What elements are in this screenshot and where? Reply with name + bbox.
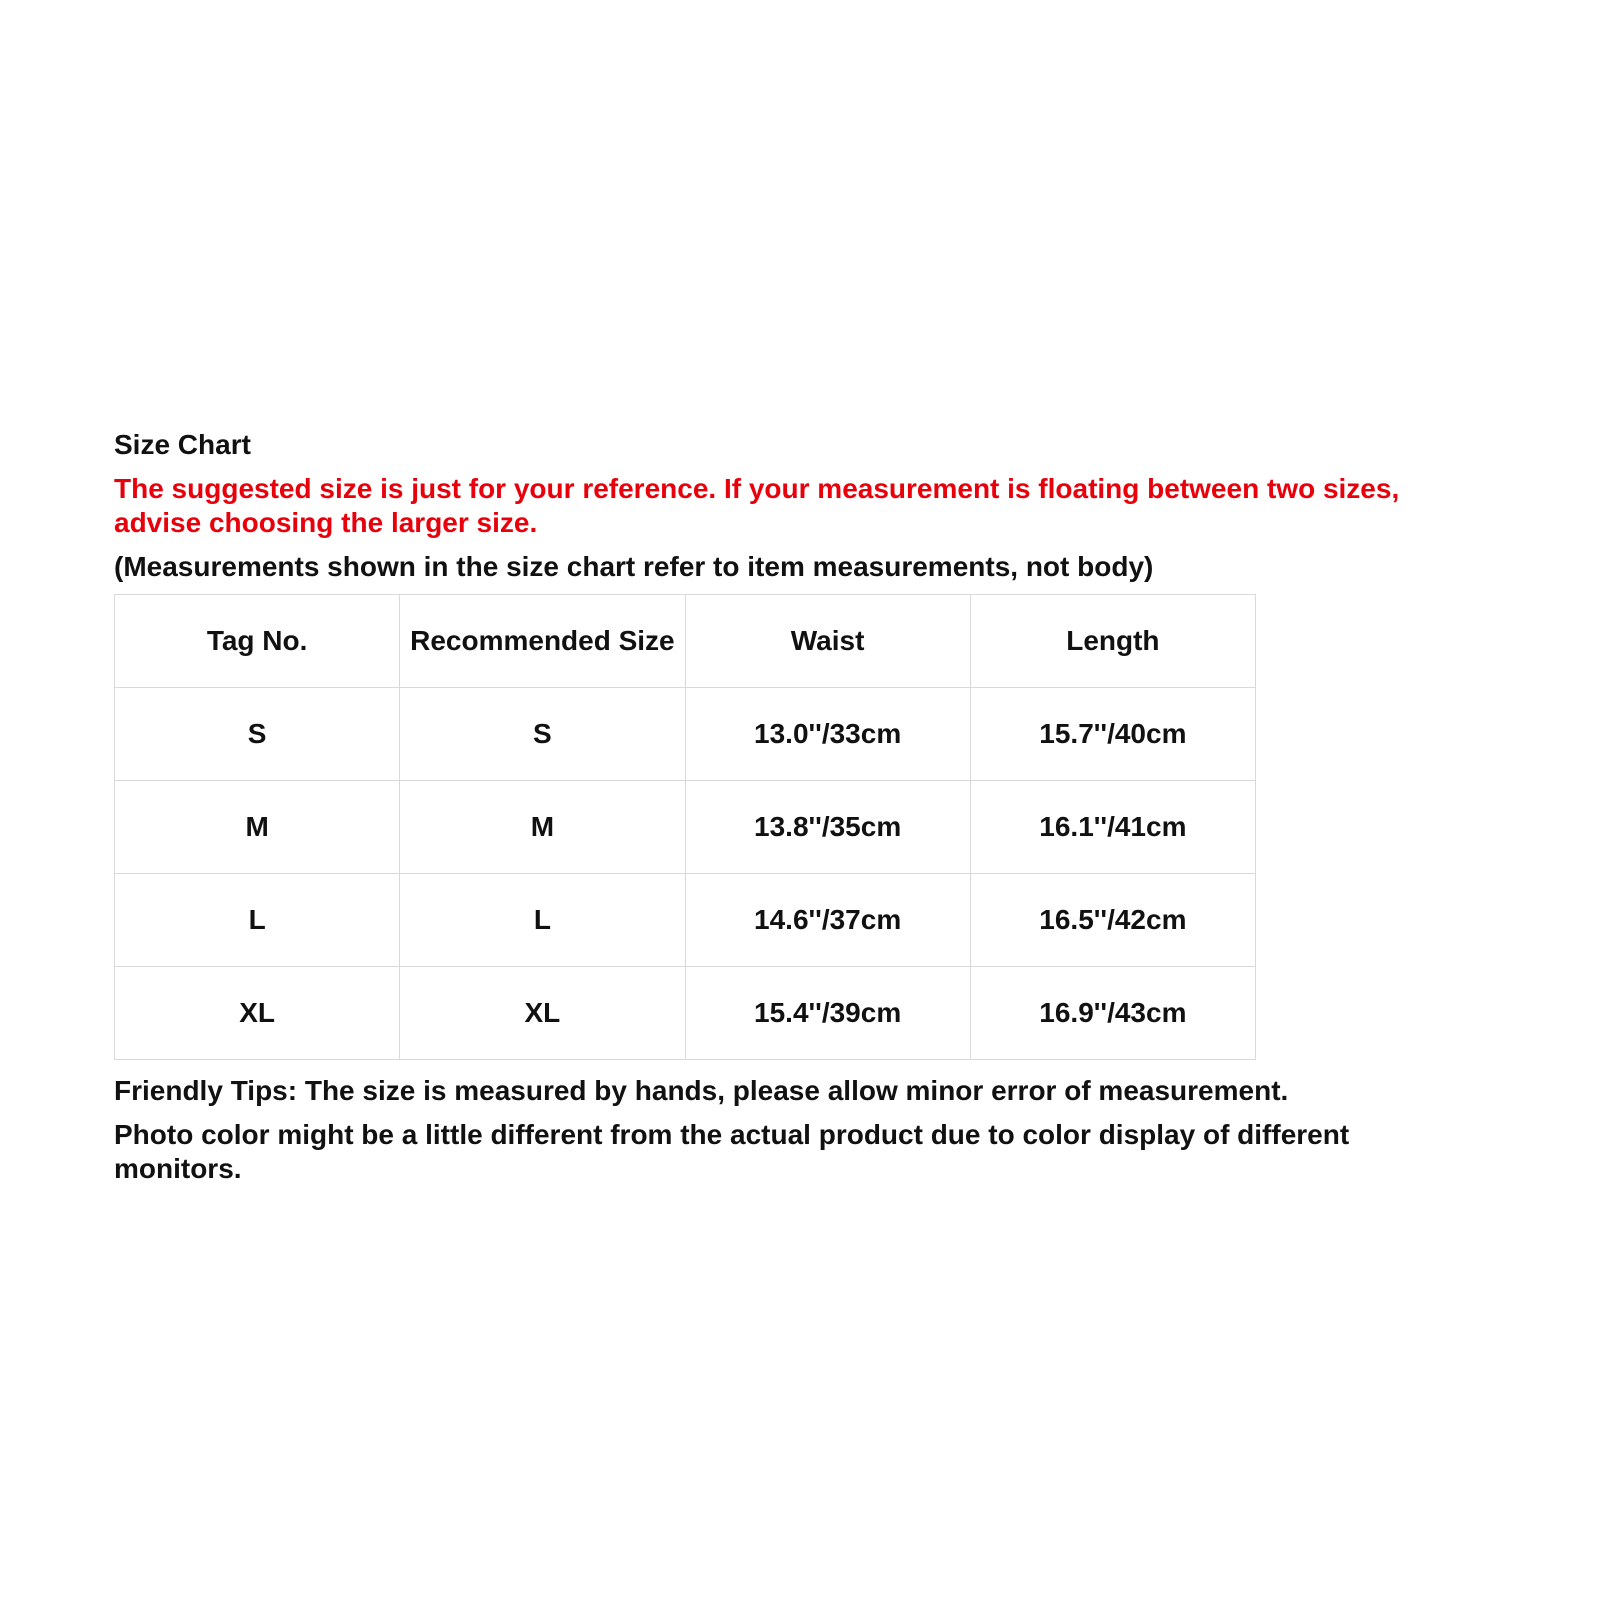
recommended-size-cell: XL	[400, 967, 685, 1060]
waist-cell: 15.4''/39cm	[685, 967, 970, 1060]
tag-cell: XL	[115, 967, 400, 1060]
photo-color-note: Photo color might be a little different from the actual product due to color display of different monitors.	[114, 1119, 1350, 1184]
table-row	[115, 967, 1256, 1060]
column-header-length: Length	[970, 595, 1255, 688]
table-row	[115, 874, 1256, 967]
size-notice: The suggested size is just for your reference. If your measurement is floating between two sizes, advise choosing the larger size.	[114, 473, 1400, 538]
photo-note-clip	[114, 1118, 1484, 1184]
measurement-note: (Measurements shown in the size chart refer to item measurements, not body)	[114, 551, 1154, 582]
tag-cell: S	[115, 688, 400, 781]
length-cell: 16.1''/41cm	[970, 781, 1255, 874]
waist-cell: 13.0''/33cm	[685, 688, 970, 781]
recommended-size-cell: L	[400, 874, 685, 967]
length-cell: 16.5''/42cm	[970, 874, 1255, 967]
table-row	[115, 688, 1256, 781]
column-header-waist: Waist	[685, 595, 970, 688]
waist-cell: 13.8''/35cm	[685, 781, 970, 874]
recommended-size-cell: M	[400, 781, 685, 874]
column-header-tag-no: Tag No.	[115, 595, 400, 688]
table-header-row	[115, 595, 1256, 688]
size-chart-panel	[114, 428, 1484, 1184]
table-row	[115, 781, 1256, 874]
length-cell: 16.9''/43cm	[970, 967, 1255, 1060]
page-title: Size Chart	[114, 429, 251, 460]
column-header-recommended-size: Recommended Size	[400, 595, 685, 688]
tag-cell: M	[115, 781, 400, 874]
tag-cell: L	[115, 874, 400, 967]
length-cell: 15.7''/40cm	[970, 688, 1255, 781]
waist-cell: 14.6''/37cm	[685, 874, 970, 967]
recommended-size-cell: S	[400, 688, 685, 781]
size-table	[114, 594, 1256, 1060]
friendly-tips: Friendly Tips: The size is measured by hands, please allow minor error of measurement.	[114, 1075, 1289, 1106]
